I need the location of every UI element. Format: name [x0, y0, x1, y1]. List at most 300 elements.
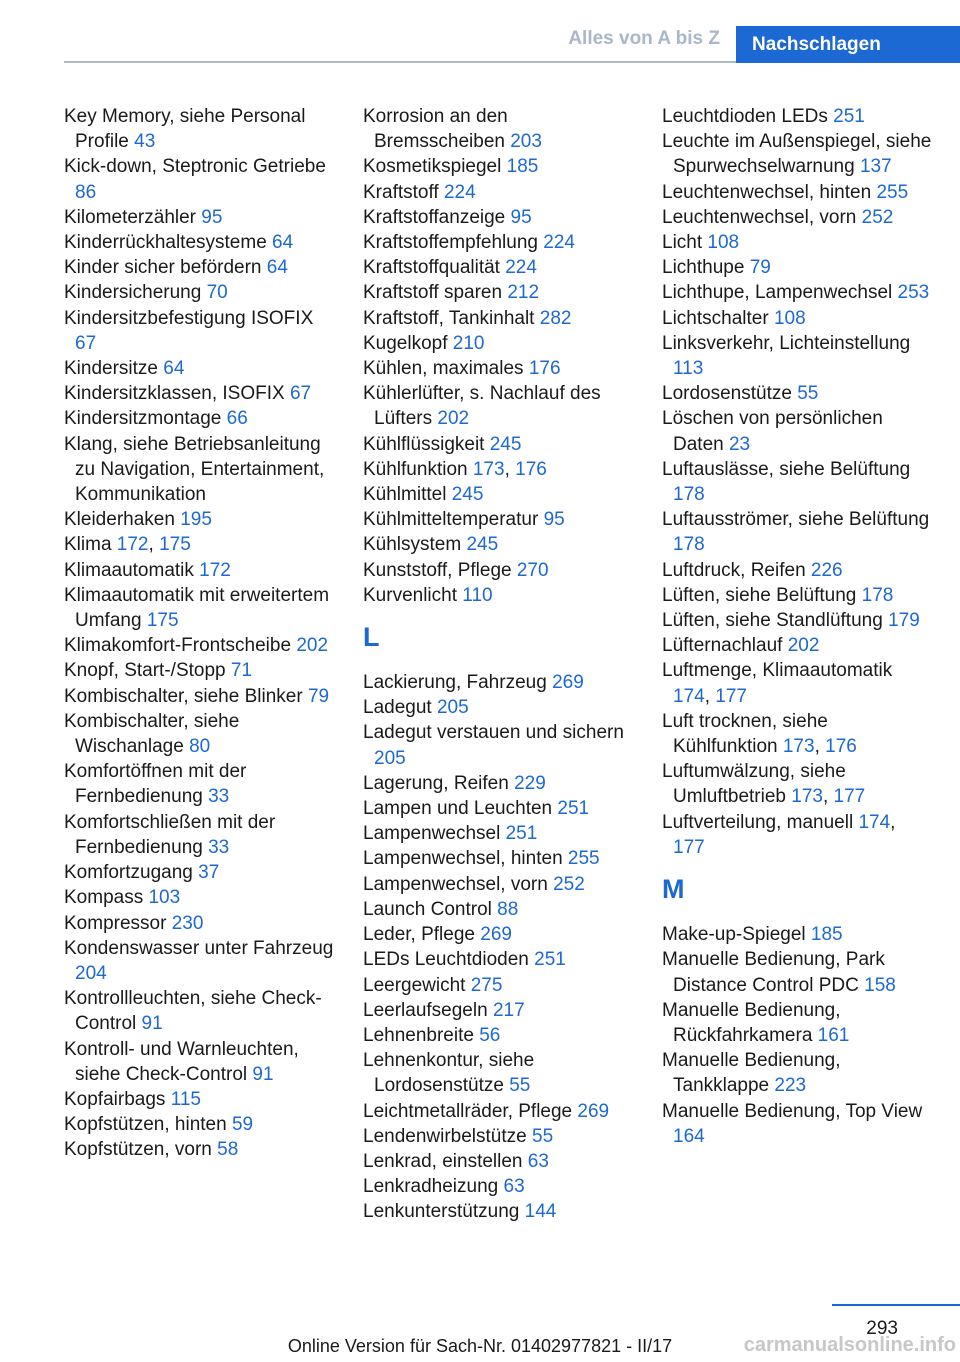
index-column-1 — [64, 104, 334, 1163]
page-ref-link[interactable]: 205 — [436, 697, 469, 719]
index-term: Lampenwechsel, hinten — [363, 848, 563, 870]
page-ref-link[interactable]: 178 — [673, 534, 705, 556]
ref-separator: , — [822, 786, 834, 808]
index-entry — [363, 1099, 633, 1124]
page-ref-link[interactable]: 55 — [797, 383, 819, 405]
index-term: Lendenwirbelstütze — [363, 1125, 527, 1147]
index-entry — [363, 280, 633, 305]
page-ref-link[interactable]: 202 — [296, 635, 329, 657]
index-term: Kindersitzbefestigung ISOFIX — [64, 307, 314, 329]
index-entry — [64, 1137, 334, 1162]
index-term: Löschen von persönlichen Daten — [662, 408, 883, 455]
page-ref-link[interactable]: 55 — [532, 1125, 554, 1147]
index-term: Ladegut — [363, 697, 432, 719]
page-ref-link[interactable]: 91 — [141, 1013, 163, 1035]
index-term: Manuelle Bedienung, Top View — [662, 1100, 923, 1122]
index-term: Klimaautomatik mit erweitertem Umfang — [64, 584, 330, 632]
index-entry — [363, 583, 633, 608]
index-term: Lampenwechsel, vorn — [363, 873, 548, 895]
index-entry — [363, 331, 633, 356]
index-term: Luftmenge, Klimaautomatik — [662, 660, 893, 682]
index-term: Kraftstoffempfehlung — [363, 232, 538, 254]
index-term: Key Memory, siehe Personal Profile — [64, 106, 306, 153]
page-ref-link[interactable]: 230 — [171, 912, 204, 934]
index-entry — [363, 872, 633, 897]
index-entry — [64, 1112, 334, 1137]
index-entry — [64, 432, 334, 508]
index-term: Kosmetikspiegel — [363, 156, 502, 178]
index-entry — [363, 821, 633, 846]
index-entry — [363, 947, 633, 972]
index-term: Lagerung, Reifen — [363, 772, 509, 794]
page-ref-link[interactable]: 95 — [201, 206, 223, 228]
index-entry — [64, 532, 334, 557]
index-term: Manuelle Bedienung, Tankklappe — [662, 1050, 841, 1097]
index-entry — [64, 306, 334, 356]
index-entry — [363, 230, 633, 255]
index-term: Lichtschalter — [662, 307, 769, 329]
page-ref-link[interactable]: 88 — [497, 898, 519, 920]
index-entry — [662, 255, 932, 280]
page-ref-link[interactable]: 174 — [858, 811, 891, 833]
index-term: Kondenswasser unter Fahrzeug — [64, 937, 334, 959]
index-term: Klimakomfort-Frontscheibe — [64, 635, 292, 657]
index-term: Kraftstoffqualität — [363, 257, 500, 279]
page-ref-link[interactable]: 252 — [553, 873, 585, 895]
page-ref-link[interactable]: 229 — [514, 772, 546, 794]
page-ref-link[interactable]: 178 — [861, 584, 894, 606]
page-ref-link[interactable]: 137 — [859, 156, 892, 178]
index-entry — [363, 205, 633, 230]
page-ref-link[interactable]: 108 — [707, 232, 740, 254]
index-term: Luft trocknen, siehe Kühlfunktion — [662, 710, 828, 758]
index-term: Kühlsystem — [363, 534, 462, 556]
index-term: Ladegut verstauen und sichern — [363, 722, 624, 744]
watermark: carmanualsonline.info — [743, 1334, 956, 1356]
page-ref-link[interactable]: 67 — [75, 332, 97, 354]
page-ref-link[interactable]: 110 — [462, 584, 493, 606]
index-term: Kühlflüssigkeit — [363, 433, 485, 455]
index-term: Kindersitze — [64, 358, 158, 380]
index-entry — [363, 1149, 633, 1174]
index-entry — [363, 180, 633, 205]
page-ref-link[interactable]: 115 — [170, 1088, 201, 1110]
index-term: Kunststoff, Pflege — [363, 559, 512, 581]
index-entry — [64, 759, 334, 809]
index-entry — [64, 205, 334, 230]
page-ref-link[interactable]: 202 — [437, 408, 470, 430]
page-ref-link[interactable]: 270 — [516, 559, 549, 581]
page-ref-link[interactable]: 178 — [673, 484, 705, 506]
index-term: Kinder sicher befördern — [64, 257, 262, 279]
index-term: Kilometerzähler — [64, 206, 196, 228]
index-term: Kontroll- und Warnleuchten, siehe Check-Control — [64, 1038, 299, 1085]
index-entry — [662, 205, 932, 230]
page-ref-link[interactable]: 177 — [715, 685, 747, 707]
index-term: Kühlerlüfter, s. Nachlauf des Lüfters — [363, 383, 601, 430]
index-entry — [363, 104, 633, 154]
index-term: Lackierung, Fahrzeug — [363, 672, 547, 694]
index-term: Lordosenstütze — [662, 383, 792, 405]
index-term: Komfortöffnen mit der Fernbedienung — [64, 761, 247, 808]
page-ref-link[interactable]: 33 — [208, 836, 230, 858]
index-entry — [363, 255, 633, 280]
index-term: Luftauslässe, siehe Belüftung — [662, 458, 911, 480]
index-term: Kraftstoff sparen — [363, 282, 503, 304]
page-ref-link[interactable]: 185 — [506, 156, 539, 178]
index-term: Lenkradheizung — [363, 1176, 499, 1198]
page-ref-link[interactable]: 210 — [452, 332, 485, 354]
page-ref-link[interactable]: 245 — [451, 484, 484, 506]
index-term: Knopf, Start-/Stopp — [64, 660, 226, 682]
ref-separator: , — [814, 736, 826, 758]
page-ref-link[interactable]: 80 — [189, 736, 211, 758]
index-entry — [662, 507, 932, 557]
index-entry — [363, 558, 633, 583]
index-term: Leuchte im Außenspiegel, siehe Spurwechselwarnung — [662, 131, 932, 178]
index-entry — [662, 583, 932, 608]
page-ref-link[interactable]: 224 — [443, 181, 476, 203]
page-ref-link[interactable]: 79 — [307, 685, 330, 707]
index-entry — [64, 709, 334, 759]
index-entry — [363, 922, 633, 947]
index-entry — [363, 771, 633, 796]
index-entry — [662, 381, 932, 406]
index-entry — [363, 432, 633, 457]
page-ref-link[interactable]: 173 — [791, 786, 823, 808]
index-entry — [662, 658, 932, 708]
index-term: Lüften, siehe Standlüftung — [662, 610, 883, 632]
index-term: Lampenwechsel — [363, 823, 501, 845]
page-ref-link[interactable]: 251 — [833, 106, 865, 127]
page-ref-link[interactable]: 95 — [543, 509, 565, 531]
index-term: Kühlmittel — [363, 484, 447, 506]
index-column-2 — [363, 104, 633, 1225]
index-term: Komfortschließen mit der Fernbedienung — [64, 811, 276, 858]
page-ref-link[interactable]: 23 — [728, 433, 751, 455]
page-ref-link[interactable]: 212 — [507, 282, 540, 304]
index-entry — [662, 947, 932, 997]
index-term: Kühlen, maximales — [363, 358, 524, 380]
page-ref-link[interactable]: 205 — [374, 747, 406, 769]
index-term: Manuelle Bedienung, Rückfahrkamera — [662, 999, 841, 1046]
index-term: Leder, Pflege — [363, 924, 475, 946]
index-entry — [64, 810, 334, 860]
index-term: Leuchtenwechsel, vorn — [662, 206, 857, 228]
page-ref-link[interactable]: 91 — [252, 1063, 274, 1085]
index-term: Kurvenlicht — [363, 584, 457, 606]
page-ref-link[interactable]: 161 — [817, 1024, 850, 1046]
index-term: Luftdruck, Reifen — [662, 559, 806, 581]
page-ref-link[interactable]: 79 — [749, 257, 771, 279]
index-entry — [64, 507, 334, 532]
page-ref-link[interactable]: 251 — [534, 949, 566, 971]
page-ref-link[interactable]: 33 — [208, 786, 230, 808]
page-ref-link[interactable]: 177 — [673, 836, 705, 858]
index-term: Kopfstützen, hinten — [64, 1114, 227, 1136]
index-term: Launch Control — [363, 898, 492, 920]
index-entry — [363, 973, 633, 998]
page-ref-link[interactable]: 70 — [206, 282, 228, 304]
page-ref-link[interactable]: 64 — [163, 358, 185, 380]
index-entry — [363, 1124, 633, 1149]
index-term: Lampen und Leuchten — [363, 798, 553, 820]
page-ref-link[interactable]: 282 — [539, 307, 572, 329]
index-term: Kleiderhaken — [64, 509, 175, 531]
index-entry — [662, 998, 932, 1048]
index-term: Leergewicht — [363, 974, 466, 996]
index-term: Kindersitzklassen, ISOFIX — [64, 383, 285, 405]
ref-separator: , — [704, 685, 716, 707]
index-entry — [64, 583, 334, 633]
index-entry — [662, 406, 932, 456]
index-entry — [363, 306, 633, 331]
page-ref-link[interactable]: 275 — [470, 974, 503, 996]
index-term: Leuchtenwechsel, hinten — [662, 181, 872, 203]
header-section-label[interactable]: Alles von A bis Z — [568, 28, 720, 49]
index-term: Luftverteilung, manuell — [662, 811, 854, 833]
page-ref-link[interactable]: 251 — [505, 823, 538, 845]
index-entry — [363, 1199, 633, 1224]
page-ref-link[interactable]: 175 — [146, 610, 179, 632]
index-term: Kompass — [64, 887, 144, 909]
page-ref-link[interactable]: 113 — [673, 358, 704, 380]
index-term: Klima — [64, 534, 112, 556]
page-ref-link[interactable]: 56 — [479, 1024, 501, 1046]
index-term: Make-up-Spiegel — [662, 924, 806, 946]
index-entry — [64, 633, 334, 658]
index-entry — [64, 558, 334, 583]
index-term: LEDs Leuchtdioden — [363, 949, 529, 971]
index-entry — [662, 306, 932, 331]
page-ref-link[interactable]: 66 — [226, 408, 248, 430]
index-term: Leuchtdioden LEDs — [662, 106, 828, 127]
online-version-note: Online Version für Sach-Nr. 01402977821 - II/17 — [287, 1336, 673, 1356]
page-ref-link[interactable]: 176 — [528, 358, 561, 380]
index-term: Luftausströmer, siehe Belüftung — [662, 509, 930, 531]
page-ref-link[interactable]: 173 — [782, 736, 815, 758]
ref-separator: , — [890, 811, 896, 833]
page-ref-link[interactable]: 179 — [888, 610, 920, 632]
index-term: Lichthupe, Lampenwechsel — [662, 282, 893, 304]
index-term: Kopfstützen, vorn — [64, 1139, 212, 1161]
index-term: Kompressor — [64, 912, 167, 934]
index-entry — [662, 331, 932, 381]
index-term: Lenkrad, einstellen — [363, 1150, 523, 1172]
index-entry — [662, 1099, 932, 1149]
index-term: Kombischalter, siehe Blinker — [64, 685, 303, 707]
index-term: Leerlaufsegeln — [363, 999, 488, 1021]
page-ref-link[interactable]: 203 — [510, 131, 542, 153]
page-ref-link[interactable]: 158 — [864, 974, 896, 996]
index-entry — [363, 507, 633, 532]
page-ref-link[interactable]: 67 — [289, 383, 312, 405]
index-entry — [363, 846, 633, 871]
page-ref-link[interactable]: 63 — [503, 1176, 525, 1198]
page-ref-link[interactable]: 251 — [557, 798, 590, 820]
index-term: Kindersitzmontage — [64, 408, 222, 430]
index-entry — [64, 406, 334, 431]
page-ref-link[interactable]: 108 — [773, 307, 806, 329]
index-term: Kraftstoff — [363, 181, 439, 203]
page-ref-link[interactable]: 63 — [527, 1150, 549, 1172]
page-ref-link[interactable]: 245 — [466, 534, 499, 556]
index-entry — [662, 280, 932, 305]
index-entry — [662, 810, 932, 860]
index-term: Luftumwälzung, siehe Umluftbetrieb — [662, 761, 846, 808]
index-entry — [662, 759, 932, 809]
index-entry — [363, 897, 633, 922]
index-entry — [363, 796, 633, 821]
page-ref-link[interactable]: 172 — [199, 559, 231, 581]
page-ref-link[interactable]: 269 — [480, 924, 512, 946]
page-ref-link[interactable]: 252 — [861, 206, 894, 228]
index-entry — [64, 658, 334, 683]
page-ref-link[interactable]: 174 — [673, 685, 705, 707]
index-term: Kugelkopf — [363, 332, 448, 354]
index-term: Licht — [662, 232, 703, 254]
page-ref-link[interactable]: 173 — [472, 458, 505, 480]
page-ref-link[interactable]: 95 — [510, 206, 532, 228]
section-letter-heading: M — [662, 874, 685, 905]
index-term: Lehnenkontur, siehe Lordosenstütze — [363, 1050, 535, 1097]
footer-rule — [832, 1304, 960, 1306]
index-entry — [662, 180, 932, 205]
index-entry — [363, 154, 633, 179]
index-entry — [363, 695, 633, 720]
index-entry — [64, 356, 334, 381]
index-term: Lichthupe — [662, 257, 745, 279]
page-ref-link[interactable]: 176 — [515, 458, 547, 480]
page-ref-link[interactable]: 269 — [552, 672, 584, 694]
page-ref-link[interactable]: 202 — [787, 635, 820, 657]
index-entry — [363, 1174, 633, 1199]
index-entry — [363, 720, 633, 770]
page-ref-link[interactable]: 253 — [897, 282, 930, 304]
index-entry — [363, 670, 633, 695]
index-entry — [662, 922, 932, 947]
index-term: Lüften, siehe Belüftung — [662, 584, 857, 606]
page-ref-link[interactable]: 55 — [509, 1075, 531, 1097]
ref-separator: , — [504, 458, 516, 480]
page-ref-link[interactable]: 255 — [876, 181, 909, 203]
page-ref-link[interactable]: 64 — [266, 257, 288, 279]
index-column-3 — [662, 104, 932, 1149]
page-ref-link[interactable]: 103 — [148, 887, 181, 909]
index-entry — [363, 356, 633, 381]
index-term: Klimaautomatik — [64, 559, 194, 581]
page-ref-link[interactable]: 144 — [524, 1201, 557, 1223]
index-entry — [64, 684, 334, 709]
index-term: Kindersicherung — [64, 282, 202, 304]
page-ref-link[interactable]: 59 — [231, 1114, 254, 1136]
index-entry — [363, 532, 633, 557]
index-term: Linksverkehr, Lichteinstellung — [662, 332, 911, 354]
index-term: Manuelle Bedienung, Park Distance Control PDC — [662, 949, 885, 996]
page-ref-link[interactable]: 245 — [489, 433, 522, 455]
page-ref-link[interactable]: 164 — [673, 1125, 705, 1147]
header-chapter-tab-label: Nachschlagen — [752, 33, 881, 55]
index-entry — [64, 1037, 334, 1087]
page-ref-link[interactable]: 175 — [159, 534, 191, 556]
index-term: Kopfairbags — [64, 1088, 166, 1110]
index-term: Lüfternachlauf — [662, 635, 783, 657]
index-term: Klang, siehe Betriebsanleitung zu Navigation, Entertainment, Kommunikation — [64, 433, 325, 506]
index-term: Kühlmitteltemperatur — [363, 509, 539, 531]
index-entry — [662, 633, 932, 658]
page-ref-link[interactable]: 224 — [505, 257, 537, 279]
index-entry — [64, 911, 334, 936]
page-number: 293 — [866, 1318, 898, 1339]
page-ref-link[interactable]: 177 — [833, 786, 866, 808]
page-ref-link[interactable]: 64 — [272, 232, 294, 254]
index-entry — [363, 482, 633, 507]
index-entry — [662, 709, 932, 759]
index-entry — [662, 129, 932, 179]
index-term: Lehnenbreite — [363, 1024, 474, 1046]
index-term: Kontrollleuchten, siehe Check-Control — [64, 988, 322, 1035]
page-ref-link[interactable]: 86 — [75, 181, 97, 203]
header-chapter-tab[interactable] — [736, 26, 960, 63]
page-ref-link[interactable]: 224 — [543, 232, 575, 254]
page-ref-link[interactable]: 37 — [198, 862, 220, 884]
index-entry — [363, 457, 633, 482]
index-entry — [64, 280, 334, 305]
page-ref-link[interactable]: 223 — [774, 1075, 807, 1097]
page-ref-link[interactable]: 185 — [810, 924, 843, 946]
ref-separator: , — [148, 534, 160, 556]
page-ref-link[interactable]: 204 — [75, 962, 107, 984]
page-ref-link[interactable]: 58 — [217, 1139, 239, 1161]
index-entry — [662, 608, 932, 633]
index-entry — [662, 558, 932, 583]
index-entry — [64, 230, 334, 255]
page-ref-link[interactable]: 176 — [825, 736, 857, 758]
index-entry — [363, 381, 633, 431]
page-ref-link[interactable]: 43 — [134, 131, 156, 153]
index-entry — [363, 1023, 633, 1048]
index-term: Kraftstoffanzeige — [363, 206, 506, 228]
index-entry — [64, 885, 334, 910]
page-ref-link[interactable]: 226 — [810, 559, 843, 581]
index-entry — [64, 381, 334, 406]
index-entry — [64, 860, 334, 885]
page-ref-link[interactable]: 71 — [230, 660, 253, 682]
index-term: Leichtmetallräder, Pflege — [363, 1100, 573, 1122]
index-entry — [64, 255, 334, 280]
index-entry — [363, 1048, 633, 1098]
section-letter-heading: L — [363, 622, 380, 653]
index-entry — [64, 1087, 334, 1112]
index-entry — [64, 104, 334, 154]
page-ref-link[interactable]: 195 — [180, 509, 212, 531]
index-entry — [64, 986, 334, 1036]
index-term: Kraftstoff, Tankinhalt — [363, 307, 535, 329]
page-ref-link[interactable]: 269 — [577, 1100, 610, 1122]
index-entry — [662, 230, 932, 255]
page-ref-link[interactable]: 217 — [492, 999, 525, 1021]
index-entry — [64, 936, 334, 986]
index-term: Komfortzugang — [64, 862, 193, 884]
page-ref-link[interactable]: 255 — [567, 848, 600, 870]
index-term: Kinderrückhaltesysteme — [64, 232, 267, 254]
index-entry — [363, 998, 633, 1023]
index-entry — [64, 154, 334, 204]
page-ref-link[interactable]: 172 — [116, 534, 149, 556]
index-entry — [662, 104, 932, 129]
index-term: Korrosion an den Bremsscheiben — [363, 106, 508, 153]
index-entry — [662, 457, 932, 507]
